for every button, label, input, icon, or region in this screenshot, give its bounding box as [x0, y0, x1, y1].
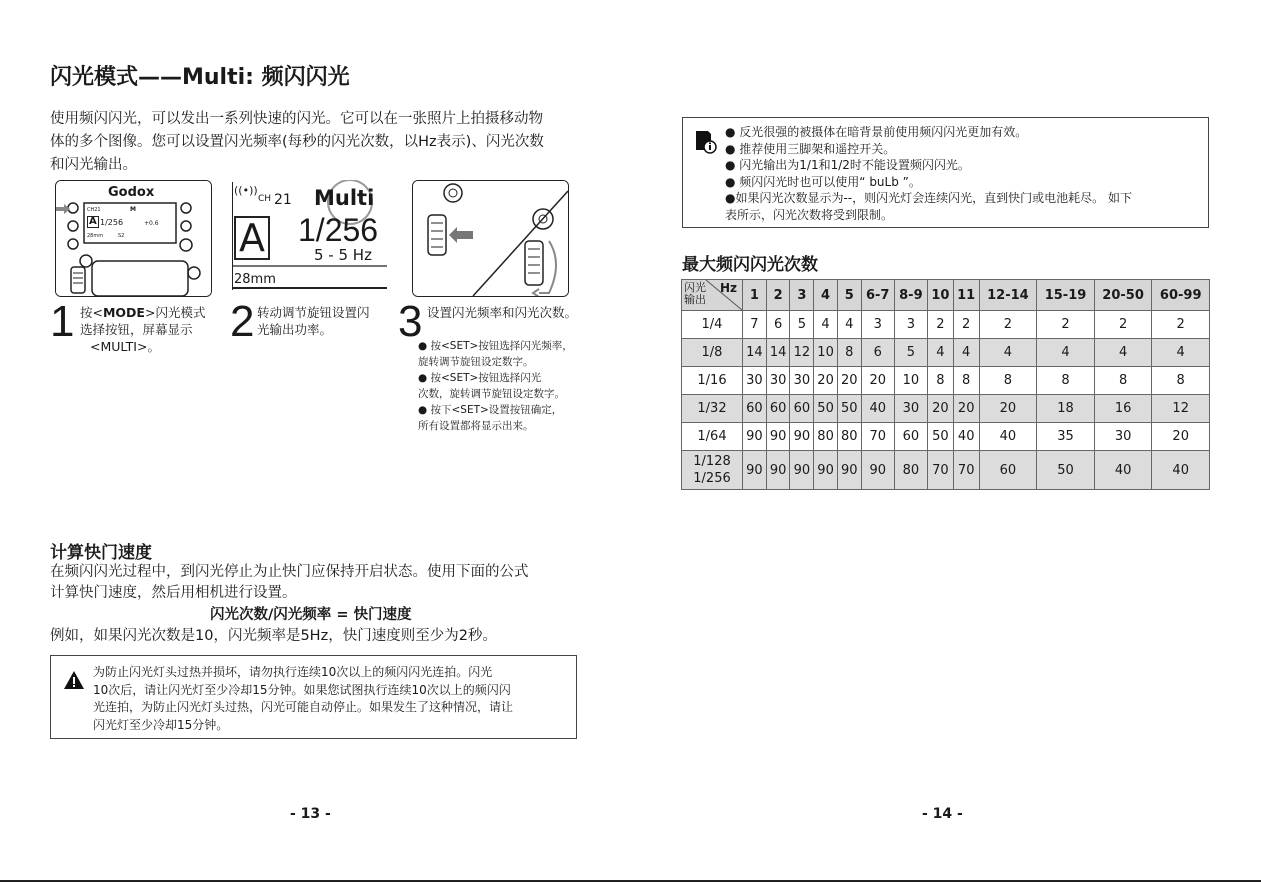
table-cell: 20 [1152, 423, 1210, 451]
calc-heading: 计算快门速度 [50, 543, 152, 563]
intro-paragraph [50, 108, 590, 177]
warning-text [93, 664, 563, 734]
step-2-text-b: 光输出功率。 [257, 322, 333, 337]
bullet-line: ● 按下<SET>设置按钮确定， [418, 404, 563, 416]
table-cell: 8 [927, 367, 953, 395]
table-row-label: 1/4 [682, 311, 743, 339]
table-cell: 40 [1094, 451, 1152, 490]
table-cell: 20 [927, 395, 953, 423]
warning-line: 闪光灯至少冷却15分钟。 [93, 717, 229, 732]
table-header-cell: 1 [743, 280, 767, 311]
table-cell: 80 [894, 451, 927, 490]
table-cell: 5 [790, 311, 814, 339]
lcd-closeup-illustration [232, 180, 387, 295]
table-cell: 60 [979, 451, 1037, 490]
table-cell: 90 [790, 451, 814, 490]
table-cell: 14 [743, 339, 767, 367]
max-flash-table [681, 279, 1210, 490]
bullet-line: 所有设置都将显示出来。 [418, 420, 534, 432]
note-line: 表所示，闪光次数将受到限制。 [725, 207, 894, 222]
table-row-label: 1/32 [682, 395, 743, 423]
table-cell: 40 [953, 423, 979, 451]
bullet-line: ● 按<SET>按钮选择闪光 [418, 372, 542, 384]
table-cell: 30 [790, 367, 814, 395]
table-header-cell: 4 [814, 280, 838, 311]
lcd-channel: CH21 [87, 207, 101, 213]
flash-back-panel-illustration [55, 180, 212, 297]
table-header-cell: 5 [837, 280, 861, 311]
table-row [682, 395, 1210, 423]
table-header-cell: 3 [790, 280, 814, 311]
step-1-text-e: <MULTI>。 [90, 339, 160, 354]
page-bottom-rule [0, 880, 1261, 882]
table-cell: 30 [743, 367, 767, 395]
note-line: ●如果闪光次数显示为--，则闪光灯会连续闪光，直到快门或电池耗尽。 如下 [725, 191, 1132, 205]
table-cell: 4 [979, 339, 1037, 367]
calc-line: 计算快门速度，然后用相机进行设置。 [50, 585, 297, 601]
lcd-a: A [89, 216, 97, 227]
lcd-power: 1/256 [100, 218, 124, 227]
lcd-ev: +0.6 [144, 220, 159, 227]
table-cell: 60 [790, 395, 814, 423]
warning-icon [63, 670, 85, 690]
table-cell: 2 [927, 311, 953, 339]
step-1-text-d: 选择按钮，屏幕显示 [80, 322, 193, 337]
table-header-cell: 15-19 [1037, 280, 1095, 311]
bullet-line: 旋转调节旋钮设定数字。 [418, 356, 534, 368]
step-number-1: 1 [50, 297, 75, 346]
table-row [682, 451, 1210, 490]
calc-paragraph [50, 562, 595, 604]
table-cell: 90 [743, 423, 767, 451]
table-cell: 14 [766, 339, 790, 367]
table-cell: 8 [1094, 367, 1152, 395]
table-cell: 4 [1094, 339, 1152, 367]
step-number-3: 3 [398, 297, 423, 346]
step-1-text [80, 304, 220, 355]
table-cell: 60 [894, 423, 927, 451]
table-cell: 18 [1037, 395, 1095, 423]
table-cell: 20 [861, 367, 894, 395]
corner-label-2: 输出 [684, 293, 706, 306]
step-1-text-c: >闪光模式 [144, 305, 206, 320]
warning-box [50, 655, 577, 739]
lcd-frequency: 5 - 5 Hz [314, 246, 372, 264]
table-cell: 2 [953, 311, 979, 339]
table-cell: 3 [894, 311, 927, 339]
table-cell: 90 [837, 451, 861, 490]
table-cell: 50 [814, 395, 838, 423]
table-cell: 90 [743, 451, 767, 490]
table-cell: 20 [979, 395, 1037, 423]
table-cell: 5 [894, 339, 927, 367]
table-cell: 20 [953, 395, 979, 423]
wireless-icon: ((•)) [234, 184, 258, 197]
table-cell: 35 [1037, 423, 1095, 451]
table-header-cell: 2 [766, 280, 790, 311]
step-1-text-a: 按< [80, 305, 103, 320]
note-text [725, 124, 1203, 223]
table-cell: 80 [814, 423, 838, 451]
table-cell: 70 [953, 451, 979, 490]
table-cell: 8 [953, 367, 979, 395]
lcd-sync: S2 [118, 233, 125, 239]
table-row [682, 367, 1210, 395]
warning-line: 为防止闪光灯头过热并损坏，请勿执行连续10次以上的频闪闪光连拍。闪光 [93, 665, 493, 679]
lcd-ch-label: CH [258, 194, 272, 204]
table-cell: 40 [1152, 451, 1210, 490]
table-row [682, 423, 1210, 451]
table-cell: 40 [979, 423, 1037, 451]
table-cell: 60 [743, 395, 767, 423]
page-number-left: - 13 - [290, 806, 331, 822]
table-cell: 8 [837, 339, 861, 367]
table-cell: 30 [1094, 423, 1152, 451]
table-corner-cell [682, 280, 743, 311]
step-1-mode-key: MODE [102, 305, 145, 320]
corner-output-label [684, 282, 706, 306]
brand-logo: Godox [108, 185, 155, 200]
table-cell: 20 [837, 367, 861, 395]
table-cell: 4 [814, 311, 838, 339]
table-row-label [682, 451, 743, 490]
table-heading: 最大频闪闪光次数 [682, 255, 818, 275]
table-cell: 4 [927, 339, 953, 367]
note-line: ● 闪光输出为1/1和1/2时不能设置频闪闪光。 [725, 158, 970, 172]
table-cell: 16 [1094, 395, 1152, 423]
table-cell: 2 [979, 311, 1037, 339]
step-2-text [257, 304, 397, 338]
step-3-text: 设置闪光频率和闪光次数。 [427, 305, 578, 320]
table-cell: 12 [1152, 395, 1210, 423]
step-number-2: 2 [230, 297, 255, 346]
intro-line: 和闪光输出。 [50, 157, 137, 173]
table-cell: 20 [814, 367, 838, 395]
corner-label-1: 闪光 [684, 281, 706, 294]
table-cell: 50 [927, 423, 953, 451]
table-cell: 90 [766, 423, 790, 451]
table-cell: 4 [1037, 339, 1095, 367]
table-header-cell: 60-99 [1152, 280, 1210, 311]
table-cell: 90 [814, 451, 838, 490]
table-cell: 40 [861, 395, 894, 423]
table-cell: 4 [837, 311, 861, 339]
lcd-mode-multi: Multi [314, 186, 375, 210]
table-cell: 4 [953, 339, 979, 367]
table-cell: 2 [1152, 311, 1210, 339]
page-title: 闪光模式——Multi: 频闪闪光 [50, 65, 350, 90]
lcd-a-large: A [234, 216, 270, 260]
calc-line: 在频闪闪光过程中，到闪光停止为止快门应保持开启状态。使用下面的公式 [50, 564, 529, 580]
intro-line: 使用频闪闪光，可以发出一系列快速的闪光。它可以在一张照片上拍摄移动物 [50, 111, 543, 127]
table-cell: 2 [1037, 311, 1095, 339]
table-header-cell: 20-50 [1094, 280, 1152, 311]
table-cell: 90 [861, 451, 894, 490]
table-row-label: 1/64 [682, 423, 743, 451]
table-cell: 8 [979, 367, 1037, 395]
table-cell: 6 [861, 339, 894, 367]
table-cell: 6 [766, 311, 790, 339]
dial-drawing [413, 181, 568, 296]
table-cell: 80 [837, 423, 861, 451]
table-cell: 10 [814, 339, 838, 367]
note-line: ● 反光很强的被摄体在暗背景前使用频闪闪光更加有效。 [725, 125, 1028, 139]
formula: 闪光次数/闪光频率 = 快门速度 [210, 607, 412, 623]
table-cell: 50 [1037, 451, 1095, 490]
row-label-line: 1/256 [693, 471, 731, 486]
step-2-text-a: 转动调节旋钮设置闪 [257, 305, 370, 320]
note-box [682, 117, 1209, 228]
table-cell: 90 [790, 423, 814, 451]
table-cell: 2 [1094, 311, 1152, 339]
warning-line: 10次后，请让闪光灯至少冷却15分钟。如果您试图执行连续10次以上的频闪闪 [93, 682, 511, 697]
table-cell: 30 [894, 395, 927, 423]
control-dial-illustration [412, 180, 569, 297]
lcd-mode: M [130, 206, 136, 213]
note-line: ● 频闪闪光时也可以使用“ buLb ”。 [725, 174, 921, 189]
table-row-label: 1/16 [682, 367, 743, 395]
table-cell: 70 [927, 451, 953, 490]
table-cell: 8 [1037, 367, 1095, 395]
table-row [682, 311, 1210, 339]
note-line: ● 推荐使用三脚架和遥控开关。 [725, 141, 896, 156]
table-cell: 30 [766, 367, 790, 395]
bullet-line: 次数，旋转调节旋钮设定数字。 [418, 388, 565, 400]
intro-line: 体的多个图像。您可以设置闪光频率(每秒的闪光次数，以Hz表示)、闪光次数 [50, 134, 544, 150]
lcd-zoom: 28mm [87, 233, 104, 239]
lcd-zoom-large: 28mm [234, 272, 276, 287]
table-cell: 60 [766, 395, 790, 423]
table-cell: 8 [1152, 367, 1210, 395]
corner-hz: Hz [720, 281, 738, 295]
table-header-row [682, 280, 1210, 311]
page-number-right: - 14 - [922, 806, 963, 822]
table-header-cell: 10 [927, 280, 953, 311]
table-cell: 10 [894, 367, 927, 395]
table-row [682, 339, 1210, 367]
lcd-power-large: 1/256 [298, 212, 379, 248]
table-header-cell: 6-7 [861, 280, 894, 311]
table-row-label: 1/8 [682, 339, 743, 367]
step-3-bullets [418, 338, 588, 434]
table-header-cell: 11 [953, 280, 979, 311]
table-cell: 50 [837, 395, 861, 423]
table-cell: 90 [766, 451, 790, 490]
table-cell: 4 [1152, 339, 1210, 367]
table-cell: 7 [743, 311, 767, 339]
table-cell: 3 [861, 311, 894, 339]
table-cell: 12 [790, 339, 814, 367]
example-text: 例如，如果闪光次数是10，闪光频率是5Hz，快门速度则至少为2秒。 [50, 628, 497, 644]
warning-line: 光连拍，为防止闪光灯头过热，闪光可能自动停止。如果发生了这种情况，请让 [93, 700, 514, 714]
table-header-cell: 8-9 [894, 280, 927, 311]
lcd-ch-number: 21 [274, 192, 292, 208]
table-cell: 70 [861, 423, 894, 451]
row-label-line: 1/128 [693, 454, 731, 469]
table-header-cell: 12-14 [979, 280, 1037, 311]
info-note-icon [695, 130, 717, 154]
bullet-line: ● 按<SET>按钮选择闪光频率， [418, 340, 573, 352]
